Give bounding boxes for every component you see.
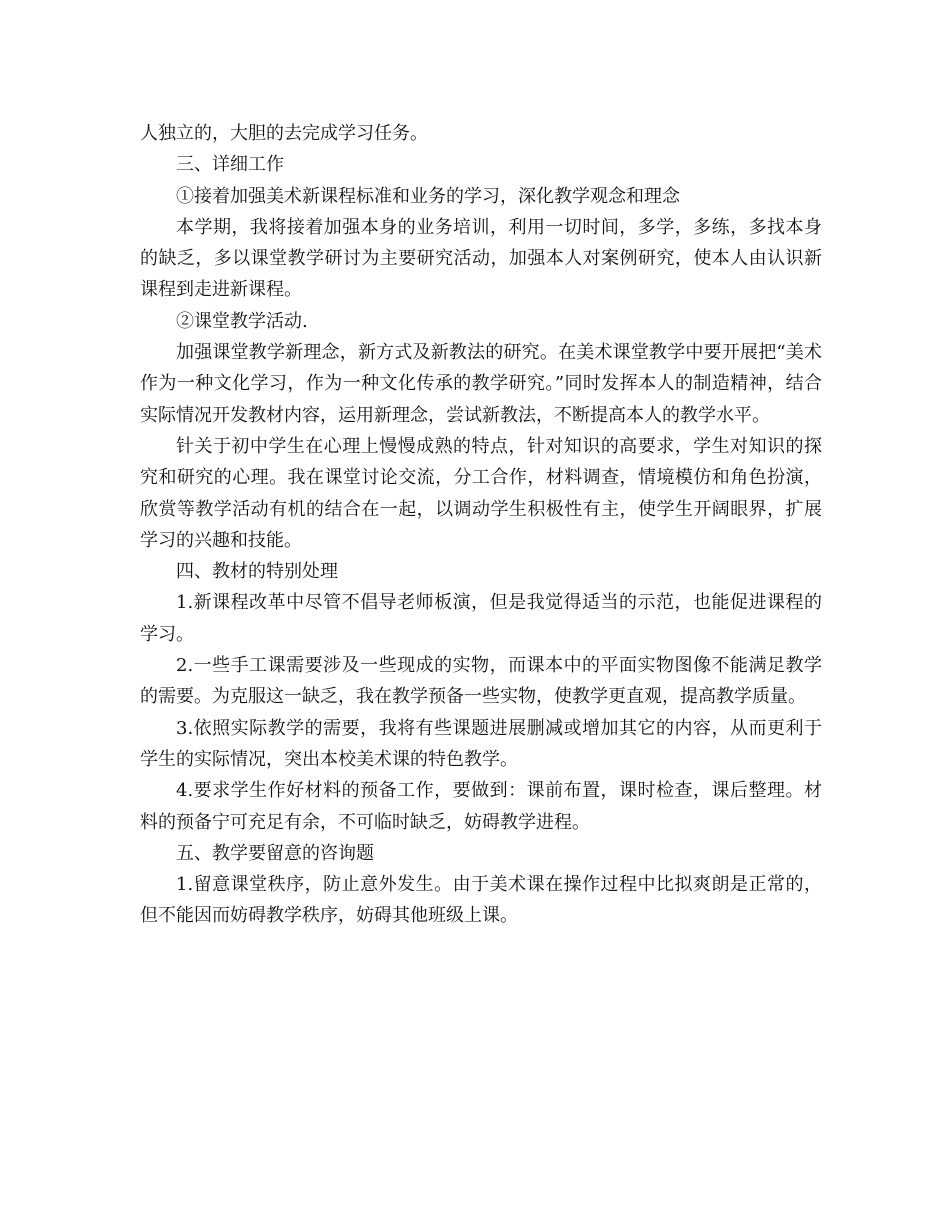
- list-item: 1.留意课堂秩序，防止意外发生。由于美术课在操作过程中比拟爽朗是正常的，但不能因而妨碍教学秩序，妨碍其他班级上课。: [140, 874, 822, 927]
- list-item: 3.依照实际教学的需要，我将有些课题进展删减或增加其它的内容，从而更利于学生的实际情况，突出本校美术课的特色教学。: [140, 717, 822, 770]
- paragraph-continuation: 人独立的，大胆的去完成学习任务。: [140, 123, 428, 144]
- subheading-1: ①接着加强美术新课程标准和业务的学习，深化教学观念和理念: [176, 185, 680, 207]
- paragraph: 针关于初中学生在心理上慢慢成熟的特点，针对知识的高要求，学生对知识的探究和研究的心理。我在课堂讨论交流，分工合作，材料调查，情境模仿和角色扮演，欣赏等教学活动有机的结合在一起，以调动学生积极性有主，使学生开阔眼界，扩展学习的兴趣和技能。: [140, 435, 822, 551]
- list-item: 1.新课程改革中尽管不倡导老师板演，但是我觉得适当的示范，也能促进课程的学习。: [140, 592, 822, 645]
- paragraph: 加强课堂教学新理念，新方式及新教法的研究。在美术课堂教学中要开展把“美术作为一种文化学习，作为一种文化传承的教学研究。”同时发挥本人的制造精神，结合实际情况开发教材内容，运用新理念，尝试新教法，不断提高本人的教学水平。: [140, 342, 822, 426]
- section-heading-4: 四、教材的特别处理: [176, 561, 338, 583]
- paragraph: 本学期，我将接着加强本身的业务培训，利用一切时间，多学，多练，多找本身的缺乏，多以课堂教学研讨为主要研究活动，加强本人对案例研究，使本人由认识新课程到走进新课程。: [140, 216, 822, 301]
- document-body: [140, 118, 822, 932]
- list-item: 4.要求学生作好材料的预备工作，要做到：课前布置，课时检查，课后整理。材料的预备宁可充足有余，不可临时缺乏，妨碍教学进程。: [140, 780, 822, 833]
- section-heading-3: 三、详细工作: [176, 154, 284, 176]
- subheading-2: ②课堂教学活动.: [176, 310, 308, 332]
- section-heading-5: 五、教学要留意的咨询题: [176, 842, 374, 864]
- list-item: 2.一些手工课需要涉及一些现成的实物，而课本中的平面实物图像不能满足教学的需要。为克服这一缺乏，我在教学预备一些实物，使教学更直观，提高教学质量。: [140, 655, 822, 708]
